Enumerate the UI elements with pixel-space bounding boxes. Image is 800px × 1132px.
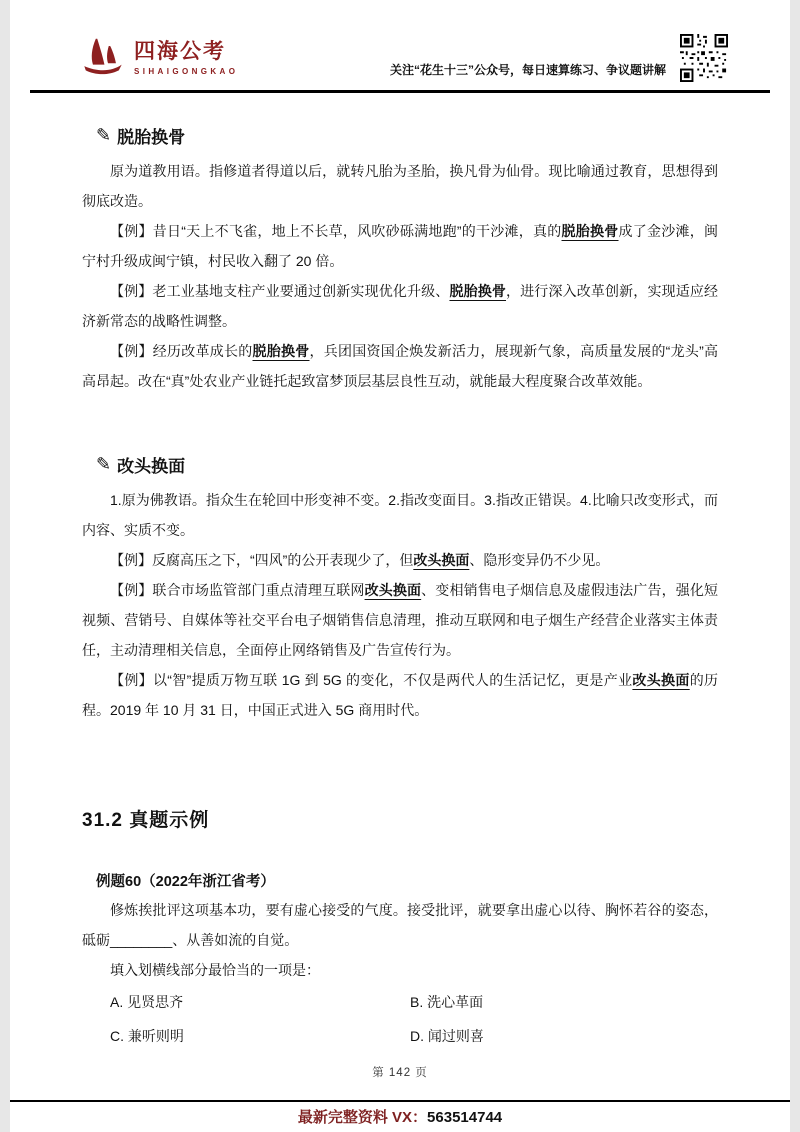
example-text: 【例】以“智”提质万物互联 1G 到 5G 的变化，不仅是两代人的生活记忆，更是产业: [110, 672, 633, 688]
exercise-block: [82, 870, 718, 1051]
example-text: 、变相销售电子烟信息及虚假违法广告，强化短视频、营销号、自媒体等社交平台电子烟销售信息清理，推动互联网和电子烟生产经营企业落实主体责任，主动清理相关信息，全面停止网络销售及广告宣传行为。: [82, 582, 719, 658]
example-text: 【例】昔日“天上不飞雀，地上不长草，风吹砂砾满地跑”的干沙滩，真的: [110, 223, 562, 239]
page-content: [10, 93, 790, 1051]
exercise-prompt: 填入划横线部分最恰当的一项是：: [110, 962, 320, 978]
example-text: 、隐形变异仍不少见。: [469, 552, 610, 568]
example-text: 【例】反腐高压之下，“四风”的公开表现少了，但: [110, 552, 414, 568]
exercise-title: 例题60（2022年浙江省考）: [96, 874, 275, 890]
term-heading: [96, 123, 718, 148]
term-title: 改头换面: [117, 457, 186, 476]
exercise-options: [82, 987, 718, 1051]
example-text: 【例】联合市场监管部门重点清理互联网: [110, 582, 365, 598]
example-paragraph: [82, 575, 718, 665]
example-paragraph: [82, 665, 718, 725]
example-paragraph: [82, 545, 718, 575]
page-number: 第 142 页: [372, 1067, 428, 1079]
example-paragraph: [82, 336, 718, 396]
bottom-divider: [10, 1100, 790, 1102]
term-title: 脱胎换骨: [117, 128, 186, 147]
pen-icon: ✎: [96, 124, 112, 145]
contact-label: 最新完整资料 VX：: [297, 1109, 428, 1126]
highlighted-term: 脱胎换骨: [252, 343, 310, 359]
brand-subtitle: SIHAIGONGKAO: [134, 66, 239, 76]
highlighted-term: 改头换面: [364, 582, 422, 598]
example-text: ，进行深入改革创新，实现适应经济新常态的战略性调整。: [82, 283, 719, 329]
term-section-tuotaihuangu: [82, 123, 718, 396]
highlighted-term: 改头换面: [632, 672, 690, 688]
exercise-body: 修炼挨批评这项基本功，要有虚心接受的气度。接受批评，就要拿出虚心以待、胸怀若谷的姿态，砥砺________、从善如流的自觉。: [82, 902, 718, 948]
contact-number: 563514744: [427, 1109, 503, 1126]
document-page: [10, 0, 790, 1132]
page-header: [10, 0, 790, 82]
example-text: 【例】经历改革成长的: [110, 343, 253, 359]
pen-icon: ✎: [96, 453, 112, 474]
example-text: 【例】老工业基地支柱产业要通过创新实现优化升级、: [110, 283, 450, 299]
example-text: 成了金沙滩，闽宁村升级成闽宁镇，村民收入翻了 20 倍。: [82, 223, 719, 269]
term-definition: 1.原为佛教语。指众生在轮回中形变神不变。2.指改变面目。3.指改正错误。4.比喻只改变形式，而内容、实质不变。: [82, 492, 718, 538]
option-c: C. 兼听则明: [110, 1028, 184, 1044]
brand-name: 四海公考: [134, 40, 226, 64]
example-text: 的历程。2019 年 10 月 31 日，中国正式进入 5G 商用时代。: [82, 672, 719, 718]
header-tagline: 关注“花生十三”公众号，每日速算练习、争议题讲解: [389, 63, 666, 77]
highlighted-term: 脱胎换骨: [449, 283, 507, 299]
highlighted-term: 改头换面: [413, 552, 470, 568]
brand-logo: [80, 36, 238, 81]
option-d: D. 闻过则喜: [410, 1028, 484, 1044]
brand-text: [134, 40, 238, 75]
bottom-contact: [10, 1106, 790, 1127]
term-heading: [96, 452, 718, 477]
highlighted-term: 脱胎换骨: [561, 223, 619, 239]
example-text: ，兵团国资国企焕发新活力，展现新气象，高质量发展的“龙头”高高昂起。改在“真”处农业产业链托起致富梦顶层基层良性互动，就能最大程度聚合改革效能。: [82, 343, 719, 389]
example-paragraph: [82, 276, 718, 336]
option-b: B. 洗心革面: [410, 994, 484, 1010]
term-section-gaitouhuanmian: [82, 452, 718, 725]
section-heading-312: 31.2 真题示例: [82, 810, 210, 831]
example-paragraph: [82, 216, 718, 276]
option-a: A. 见贤思齐: [110, 994, 184, 1010]
qr-code: [680, 34, 728, 82]
sailboat-logo-icon: [80, 36, 126, 81]
term-definition: 原为道教用语。指修道者得道以后，就转凡胎为圣胎，换凡骨为仙骨。现比喻通过教育，思想得到彻底改造。: [82, 163, 718, 209]
